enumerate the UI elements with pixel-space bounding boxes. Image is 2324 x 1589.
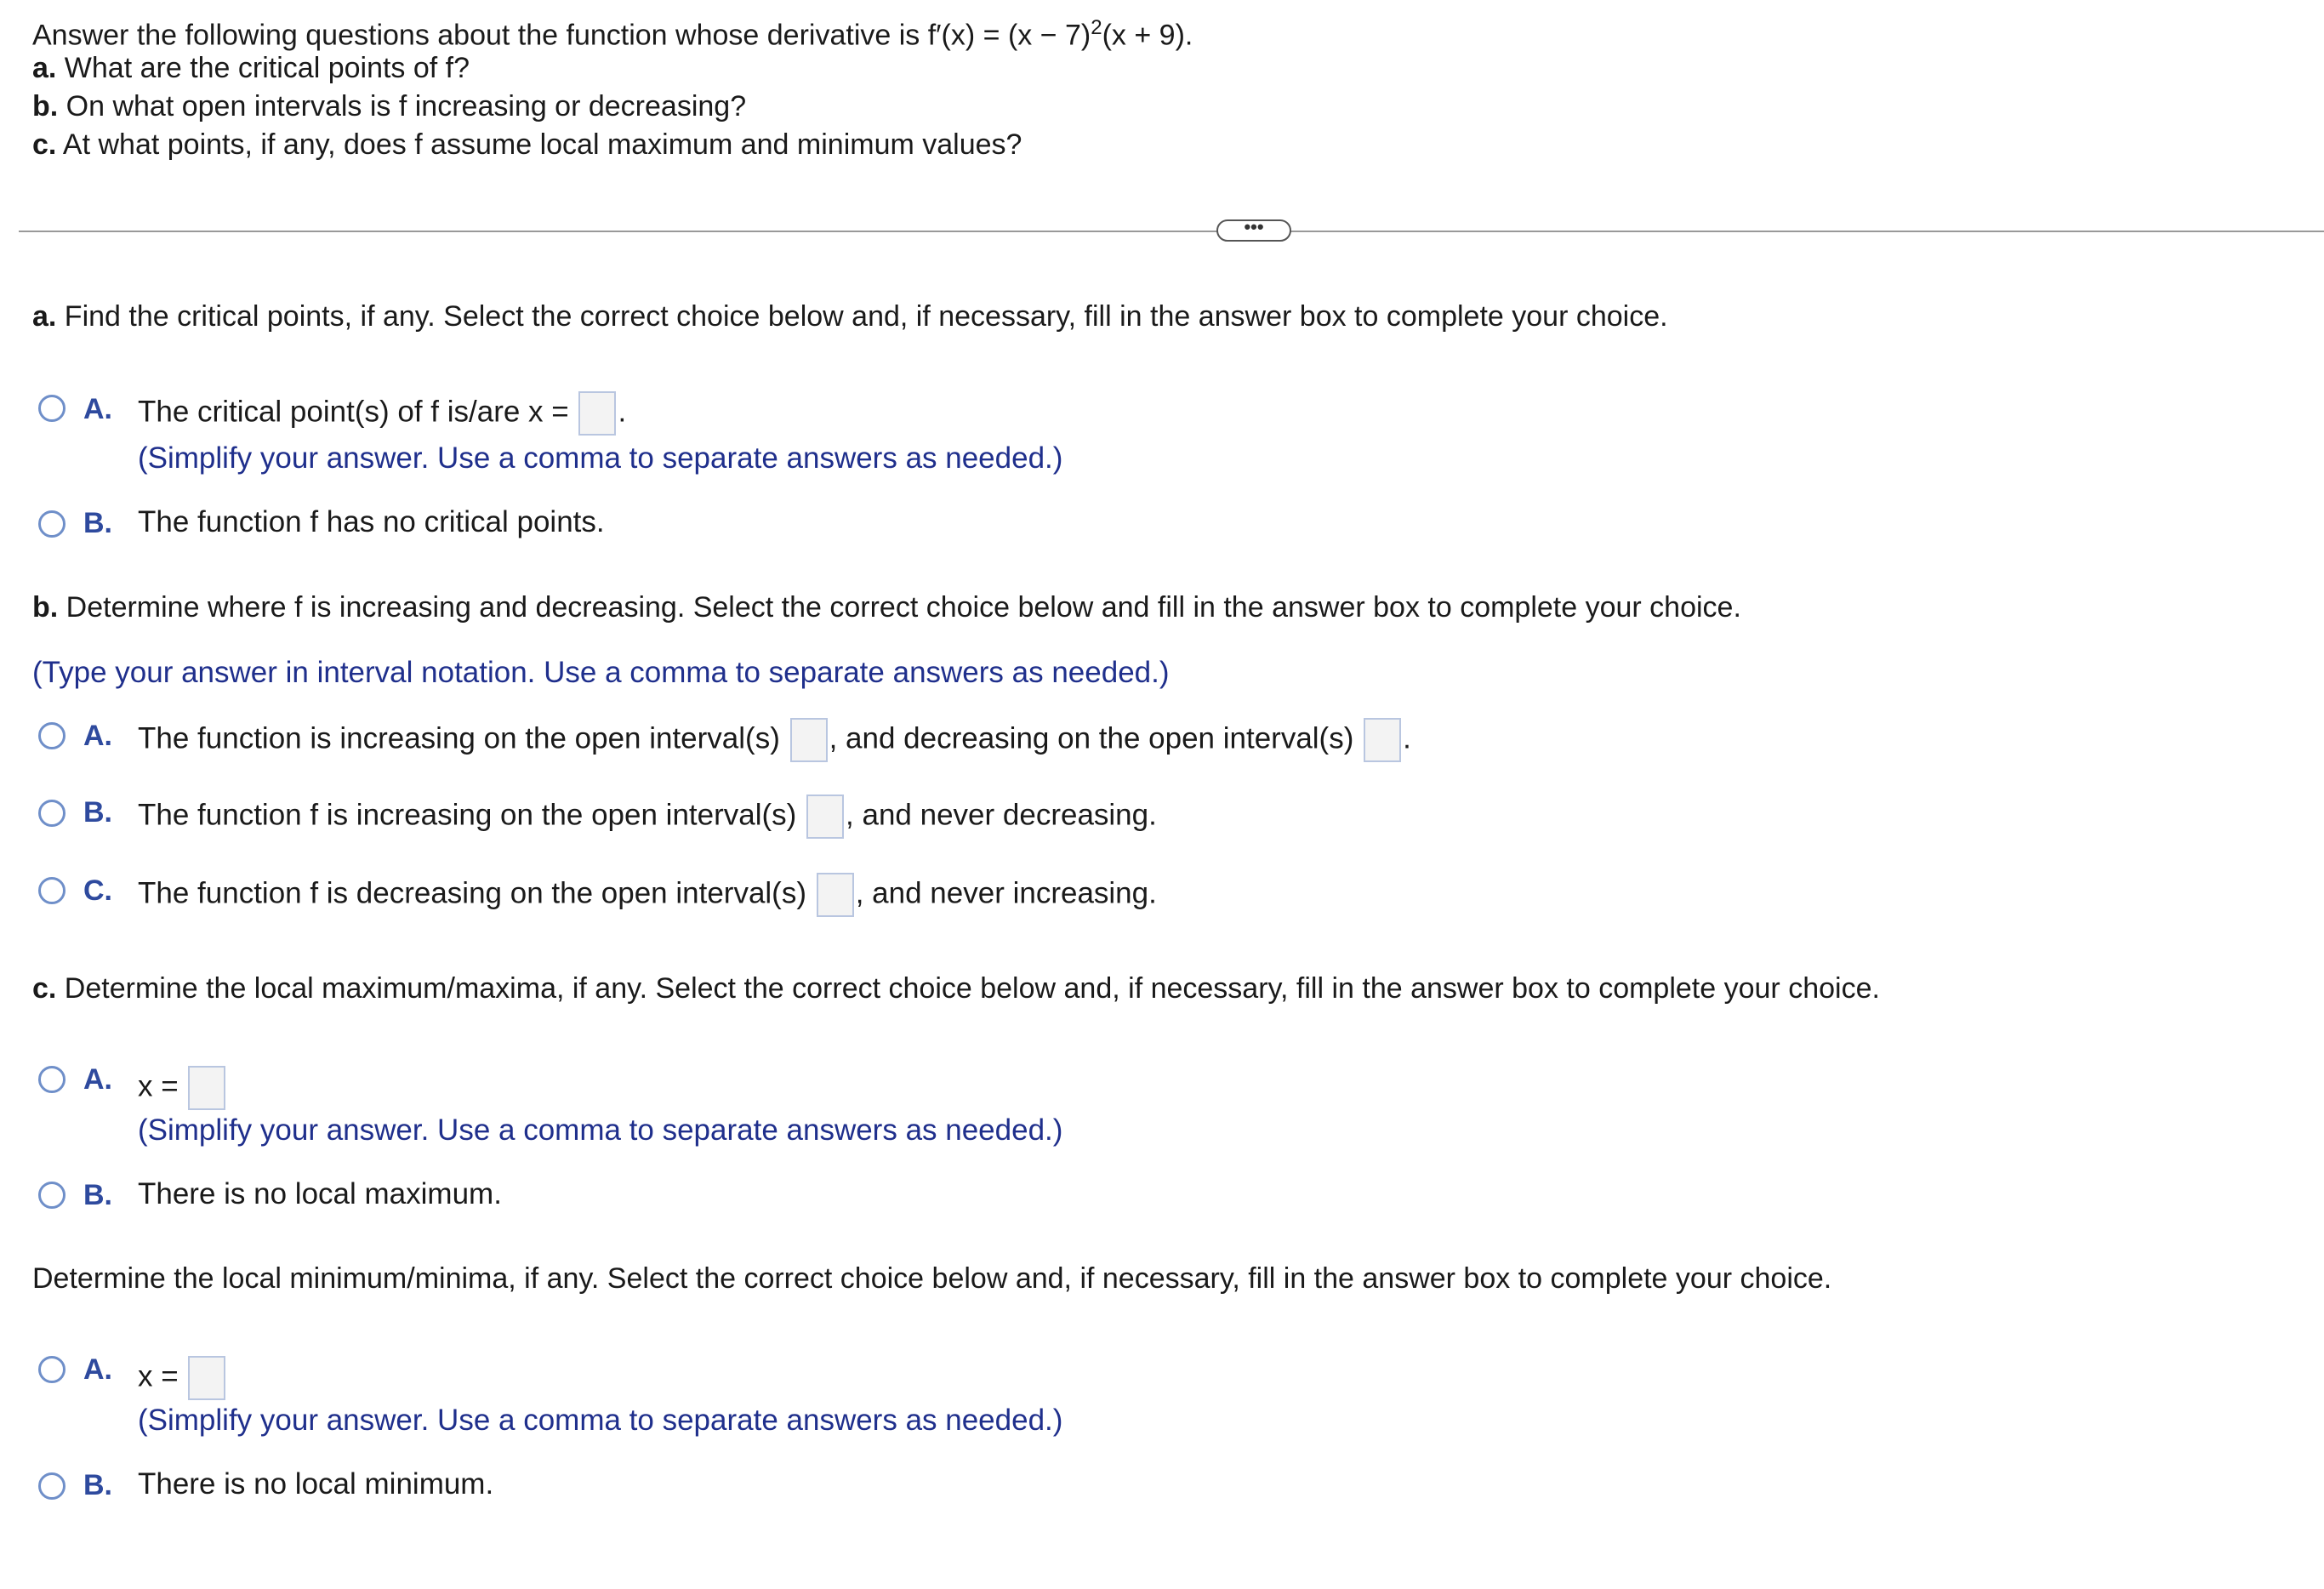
intro-line [32, 9, 1193, 54]
part-c-max-option-b-text: There is no local maximum. [138, 1177, 502, 1210]
part-c-min-option-a-letter: A. [83, 1353, 112, 1386]
intro-question-a-text: What are the critical points of f? [56, 52, 470, 84]
part-b-option-b [138, 794, 1157, 839]
part-b-option-a [138, 718, 1411, 762]
section-divider [19, 231, 2324, 232]
part-c-min-option-b-text: There is no local minimum. [138, 1467, 494, 1501]
intro-text: Answer the following questions about the function whose derivative is f [32, 19, 937, 52]
part-a-option-b-text: The function f has no critical points. [138, 505, 605, 538]
part-b-label: b. [32, 591, 59, 624]
part-a-option-a-text: The critical point(s) of f is/are x = [138, 395, 569, 429]
intro-question-b-text: On what open intervals is f increasing or decreasing? [58, 90, 747, 122]
part-a-option-a-hint: (Simplify your answer. Use a comma to separate answers as needed.) [138, 441, 1063, 475]
part-a-option-b-letter: B. [83, 507, 112, 539]
part-c-min-option-b-letter: B. [83, 1469, 112, 1501]
part-b-option-b-text-2: , and never decreasing. [846, 798, 1157, 832]
part-b-option-c-text-1: The function f is decreasing on the open interval(s) [138, 876, 806, 910]
intro-question-b-label: b. [32, 90, 59, 122]
intro-question-a-label: a. [32, 52, 57, 84]
part-c-label: c. [32, 972, 57, 1005]
part-b-option-c-box[interactable] [817, 873, 854, 917]
part-c-min-option-a [138, 1356, 227, 1400]
expand-more-button[interactable]: ••• [1216, 219, 1291, 242]
part-a-prompt-text: Find the critical points, if any. Select the correct choice below and, if necessary, fill in the answer box to complete your choice. [56, 300, 1668, 333]
part-c-max-option-a [138, 1066, 227, 1110]
part-b-option-c-text-2: , and never increasing. [855, 876, 1157, 910]
part-c-max-prompt [32, 970, 1880, 1008]
part-c-max-option-a-radio[interactable] [38, 1066, 66, 1093]
part-b-prompt-text: Determine where f is increasing and decreasing. Select the correct choice below and fill in the answer box to complete your choice. [58, 591, 1741, 624]
part-b-prompt [32, 589, 1741, 627]
intro-question-c [32, 126, 1022, 164]
part-b-option-a-text-2: , and decreasing on the open interval(s) [829, 721, 1354, 755]
part-c-max-answer-box[interactable] [188, 1066, 225, 1110]
part-a-option-a-period: . [618, 395, 627, 429]
part-b-option-a-letter: A. [83, 720, 112, 752]
part-b-option-b-radio[interactable] [38, 800, 66, 827]
part-a-option-b-radio[interactable] [38, 510, 66, 538]
intro-question-b [32, 88, 746, 126]
part-a-prompt [32, 298, 1668, 336]
formula-part-a: (x) = (x − 7) [941, 19, 1091, 52]
part-b-option-c [138, 873, 1157, 917]
part-c-min-option-b-radio[interactable] [38, 1472, 66, 1500]
part-a-answer-box[interactable] [578, 391, 616, 436]
part-a-option-a-radio[interactable] [38, 395, 66, 422]
part-b-option-b-box[interactable] [806, 794, 844, 839]
part-c-max-option-a-hint: (Simplify your answer. Use a comma to separate answers as needed.) [138, 1113, 1063, 1147]
part-b-option-b-letter: B. [83, 796, 112, 829]
part-b-hint: (Type your answer in interval notation. Use a comma to separate answers as needed.) [32, 656, 1170, 689]
part-b-option-a-text-1: The function is increasing on the open interval(s) [138, 721, 780, 755]
intro-question-a [32, 49, 470, 88]
intro-question-c-label: c. [32, 128, 57, 161]
formula-exponent: 2 [1091, 16, 1102, 39]
part-a-option-a-letter: A. [83, 393, 112, 425]
part-c-max-option-a-letter: A. [83, 1063, 112, 1096]
part-c-min-answer-box[interactable] [188, 1356, 225, 1400]
part-a-label: a. [32, 300, 57, 333]
part-c-max-option-b-radio[interactable] [38, 1182, 66, 1209]
part-a-option-a [138, 391, 626, 436]
part-c-max-prompt-text: Determine the local maximum/maxima, if any. Select the correct choice below and, if necessary, fill in the answer box to complete your choice. [56, 972, 1880, 1005]
part-b-option-c-radio[interactable] [38, 877, 66, 904]
part-b-option-a-period: . [1403, 721, 1411, 755]
part-c-max-option-b-letter: B. [83, 1179, 112, 1211]
part-b-option-c-letter: C. [83, 874, 112, 907]
part-c-min-prompt: Determine the local minimum/minima, if any. Select the correct choice below and, if necessary, fill in the answer box to complete your choice. [32, 1262, 1832, 1295]
part-b-option-a-radio[interactable] [38, 722, 66, 749]
part-c-min-option-a-radio[interactable] [38, 1356, 66, 1383]
part-b-decreasing-box[interactable] [1364, 718, 1401, 762]
part-c-min-option-a-text: x = [138, 1359, 179, 1393]
prime-mark: ′ [936, 19, 942, 52]
part-b-option-b-text-1: The function f is increasing on the open interval(s) [138, 798, 797, 832]
intro-question-c-text: At what points, if any, does f assume local maximum and minimum values? [56, 128, 1022, 161]
part-b-increasing-box[interactable] [790, 718, 828, 762]
part-c-min-option-a-hint: (Simplify your answer. Use a comma to separate answers as needed.) [138, 1404, 1063, 1437]
formula-part-b: (x + 9). [1102, 19, 1193, 52]
part-c-max-option-a-text: x = [138, 1069, 179, 1103]
